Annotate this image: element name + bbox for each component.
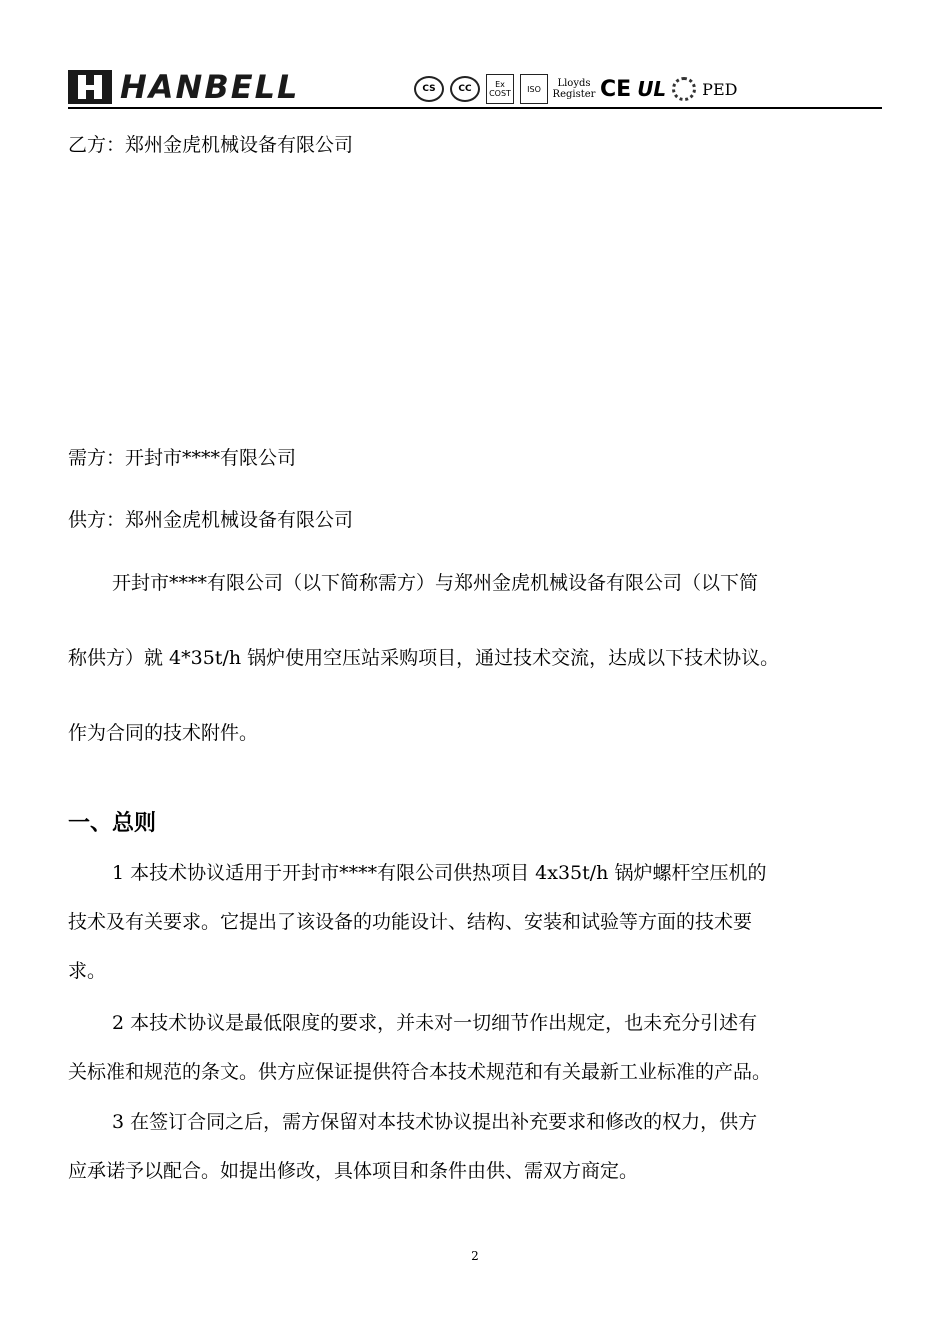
lloyds-register-icon bbox=[554, 78, 594, 100]
iso-cert-icon: ISO bbox=[520, 74, 548, 104]
item-1-line-3: 求。 bbox=[68, 960, 107, 982]
item-3-line-1: 3 在签订合同之后，需方保留对本技术协议提出补充要求和修改的权力，供方 bbox=[112, 1111, 758, 1133]
item-1-line-2: 技术及有关要求。它提出了该设备的功能设计、结构、安装和试验等方面的技术要 bbox=[68, 911, 753, 933]
page-number: 2 bbox=[471, 1249, 479, 1263]
item-2-line-2: 关标准和规范的条文。供方应保证提供符合本技术规范和有关最新工业标准的产品。 bbox=[68, 1061, 772, 1083]
buyer-line: 需方：开封市****有限公司 bbox=[68, 447, 297, 469]
ped-mark: PED bbox=[702, 79, 738, 99]
intro-line-3: 作为合同的技术附件。 bbox=[68, 722, 259, 744]
ex-cert-icon bbox=[486, 74, 514, 104]
cc-cert-icon: CC bbox=[450, 76, 480, 102]
gear-cert-icon bbox=[672, 77, 696, 101]
item-2-line-1: 2 本技术协议是最低限度的要求，并未对一切细节作出规定，也未充分引述有 bbox=[112, 1012, 758, 1034]
ex-cert-top: Ex bbox=[495, 80, 505, 89]
supplier-line: 供方：郑州金虎机械设备有限公司 bbox=[68, 509, 354, 531]
ul-mark-icon: UL bbox=[637, 77, 667, 101]
lloyds-line2: Register bbox=[552, 89, 596, 100]
item-1-line-1: 1 本技术协议适用于开封市****有限公司供热项目 4x35t/h 锅炉螺杆空压机的 bbox=[112, 862, 767, 884]
hanbell-logo bbox=[68, 70, 299, 104]
logo-mark-icon bbox=[68, 70, 112, 104]
party-b-line: 乙方：郑州金虎机械设备有限公司 bbox=[68, 134, 354, 156]
section-1-title: 一、总则 bbox=[68, 811, 157, 836]
intro-line-1: 开封市****有限公司（以下简称需方）与郑州金虎机械设备有限公司（以下简 bbox=[112, 572, 759, 594]
ce-mark-icon: CE bbox=[600, 76, 632, 102]
certification-marks bbox=[414, 72, 737, 106]
lloyds-line1: Lloyds bbox=[557, 78, 591, 89]
cs-cert-icon: CS bbox=[414, 76, 444, 102]
page-header bbox=[68, 66, 882, 110]
logo-text: HANBELL bbox=[120, 68, 300, 106]
item-3-line-2: 应承诺予以配合。如提出修改，具体项目和条件由供、需双方商定。 bbox=[68, 1160, 639, 1182]
intro-line-2: 称供方）就 4*35t/h 锅炉使用空压站采购项目，通过技术交流，达成以下技术协议。 bbox=[68, 647, 780, 669]
header-divider bbox=[68, 107, 882, 109]
ex-cert-bottom: COST bbox=[489, 89, 511, 98]
